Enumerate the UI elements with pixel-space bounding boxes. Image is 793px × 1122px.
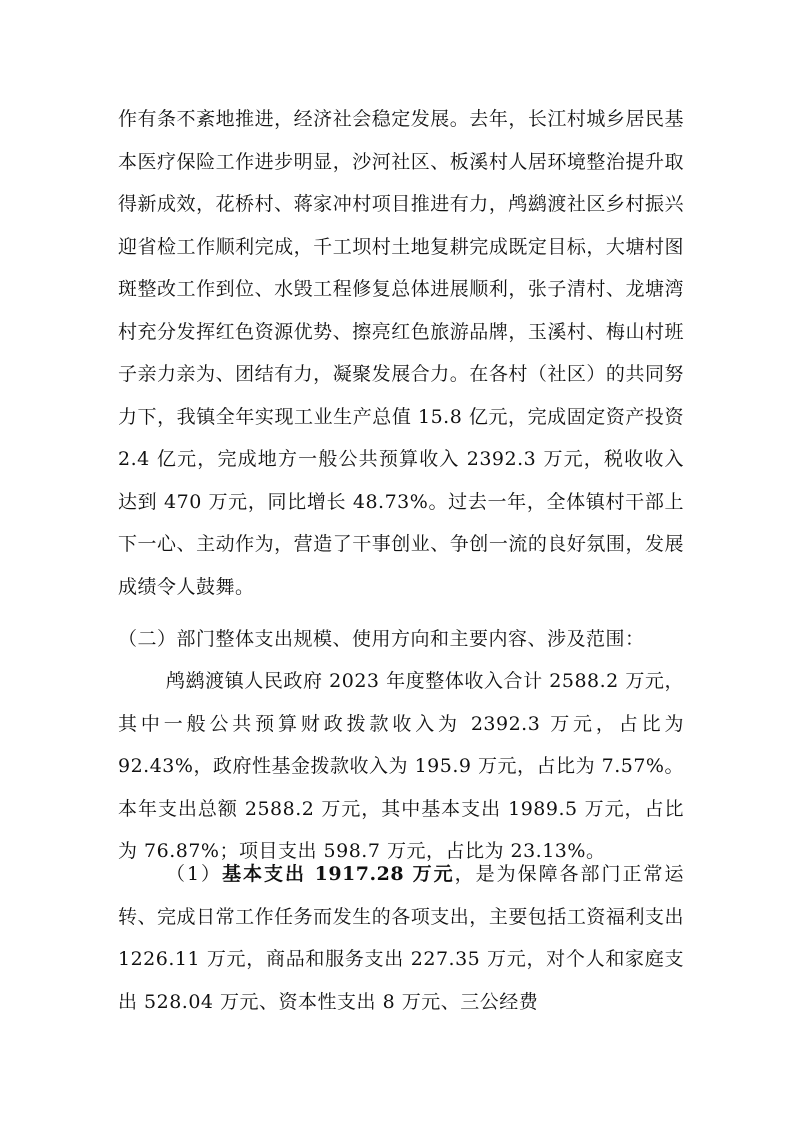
basic-expenditure-number: （1） xyxy=(166,863,223,885)
section-heading-expenditure-scope: （二）部门整体支出规模、使用方向和主要内容、涉及范围： xyxy=(118,628,645,650)
basic-expenditure-details: ，是为保障各部门正常运转、完成日常工作任务而发生的各项支出，主要包括工资福利支出 1226.11 万元，商品和服务支出 227.35 万元，对个人和家庭支出 528.04 万元、资本性支出 8 万元、三公经费 xyxy=(118,863,684,1013)
paragraph-economic-summary: 作有条不紊地推进，经济社会稳定发展。去年，长江村城乡居民基本医疗保险工作进步明显，沙河社区、板溪村人居环境整治提升取得新成效，花桥村、蒋家冲村项目推进有力，鸬鹚渡社区乡村振兴迎省检工作顺利完成，千工坝村土地复耕完成既定目标，大塘村图斑整改工作到位、水毁工程修复总体进展顺利，张子清村、龙塘湾村充分发挥红色资源优势、擦亮红色旅游品牌，玉溪村、梅山村班子亲力亲为、团结有力，凝聚发展合力。在各村（社区）的共同努力下，我镇全年实现工业生产总值 15.8 亿元，完成固定资产投资 2.4 亿元，完成地方一般公共预算收入 2392.3 万元，税收收入达到 470 万元，同比增长 48.73%。过去一年，全体镇村干部上下一心、主动作为，营造了干事创业、争创一流的良好氛围，发展成绩令人鼓舞。 xyxy=(118,108,684,598)
paragraph-basic-expenditure xyxy=(118,853,684,1023)
paragraph-income-summary: 鸬鹚渡镇人民政府 2023 年度整体收入合计 2588.2 万元，其中一般公共预算财政拨款收入为 2392.3 万元，占比为 92.43%，政府性基金拨款收入为 195.9 万元，占比为 7.57%。本年支出总额 2588.2 万元，其中基本支出 1989.5 万元，占比为 76.87%；项目支出 598.7 万元，占比为 23.13%。 xyxy=(118,670,684,862)
basic-expenditure-bold-text: 基本支出 1917.28 万元 xyxy=(222,863,455,885)
